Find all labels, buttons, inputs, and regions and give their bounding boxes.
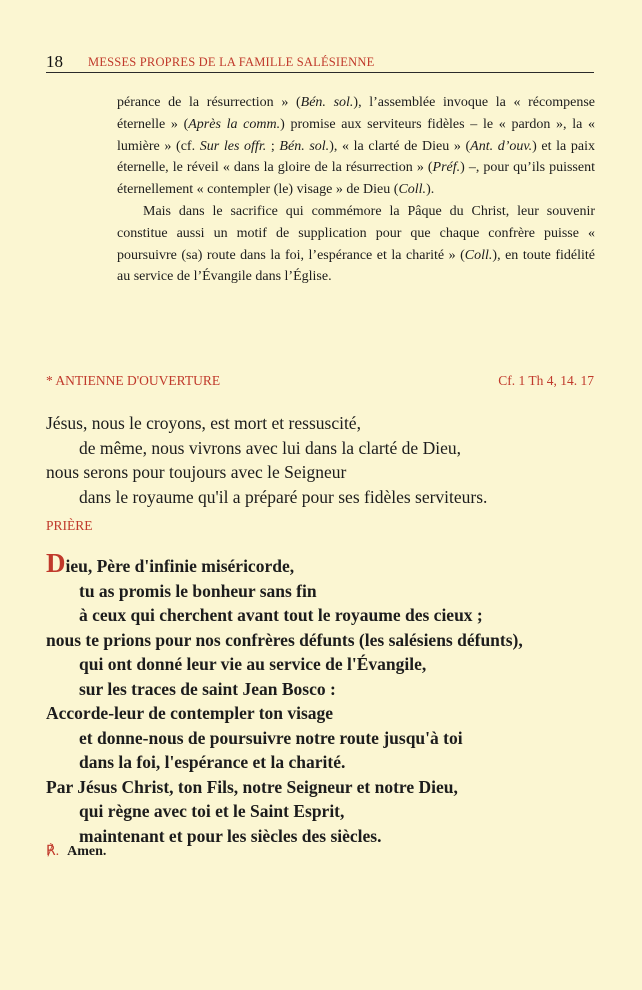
page-header [46,50,594,73]
running-title: MESSES PROPRES DE LA FAMILLE SALÉSIENNE [88,55,375,69]
priere-line: dans la foi, l'espérance et la charité. [79,752,346,772]
priere-line: Par Jésus Christ, ton Fils, notre Seigneur et notre Dieu, [46,776,458,797]
intro-text [117,92,595,288]
response-text: Amen. [67,844,107,859]
antienne-line: de même, nous vivrons avec lui dans la clarté de Dieu, [79,437,461,458]
response-symbol: ℟. [46,844,60,859]
priere-line: à ceux qui cherchent avant tout le royaume des cieux ; [79,605,483,625]
priere-first-line: Dieu, Père d'infinie miséricorde, [46,548,295,578]
priere-heading [46,518,594,534]
antienne-line: nous serons pour toujours avec le Seigneur [46,462,347,482]
priere-line: qui ont donné leur vie au service de l'Évangile, [79,654,427,674]
priere-line: et donne-nous de poursuivre notre route jusqu'à toi [79,727,463,748]
priere-text [46,548,616,848]
priere-line: maintenant et pour les siècles des siècles. [79,825,382,846]
priere-line: tu as promis le bonheur sans fin [79,580,317,601]
response [46,843,106,860]
page-number: 18 [46,52,63,71]
antienne-text [46,411,606,509]
antienne-reference: Cf. 1 Th 4, 14. 17 [498,373,594,388]
priere-line: qui règne avec toi et le Saint Esprit, [79,801,345,821]
intro-paragraph-1: pérance de la résurrection » (Bén. sol.), l’assemblée invoque la « récompense éternelle » (Après la comm.) promise aux serviteurs fidèles – le « pardon », la « lumière » (cf. Sur les offr. ; Bén. sol.), « la clarté de Dieu » (Ant. d’ouv.) et la paix éternelle, le réveil « dans la gloire de la résurrection » (Préf.) –, pour qu’ils puissent éternellement « contempler (le) visage » de Dieu (Coll.). [117,95,596,198]
intro-paragraph-2: Mais dans le sacrifice qui commémore la Pâque du Christ, leur souvenir constitue aussi un motif de supplication pour que chaque confrère puisse « poursuivre (sa) route dans la foi, l’espérance et la charité » (Coll.), en toute fidélité au service de l’Évangile dans l’Église. [117,203,595,285]
antienne-line: Jésus, nous le croyons, est mort et ressuscité, [46,413,361,433]
dropcap: D [46,548,66,578]
priere-line: nous te prions pour nos confrères défunts (les salésiens défunts), [46,629,523,650]
priere-line: Accorde-leur de contempler ton visage [46,703,334,723]
antienne-title: * ANTIENNE D'OUVERTURE [46,373,221,388]
antienne-heading [46,373,594,389]
antienne-line: dans le royaume qu'il a préparé pour ses fidèles serviteurs. [79,486,488,507]
priere-line: sur les traces de saint Jean Bosco : [79,678,336,699]
priere-title: PRIÈRE [46,518,93,533]
